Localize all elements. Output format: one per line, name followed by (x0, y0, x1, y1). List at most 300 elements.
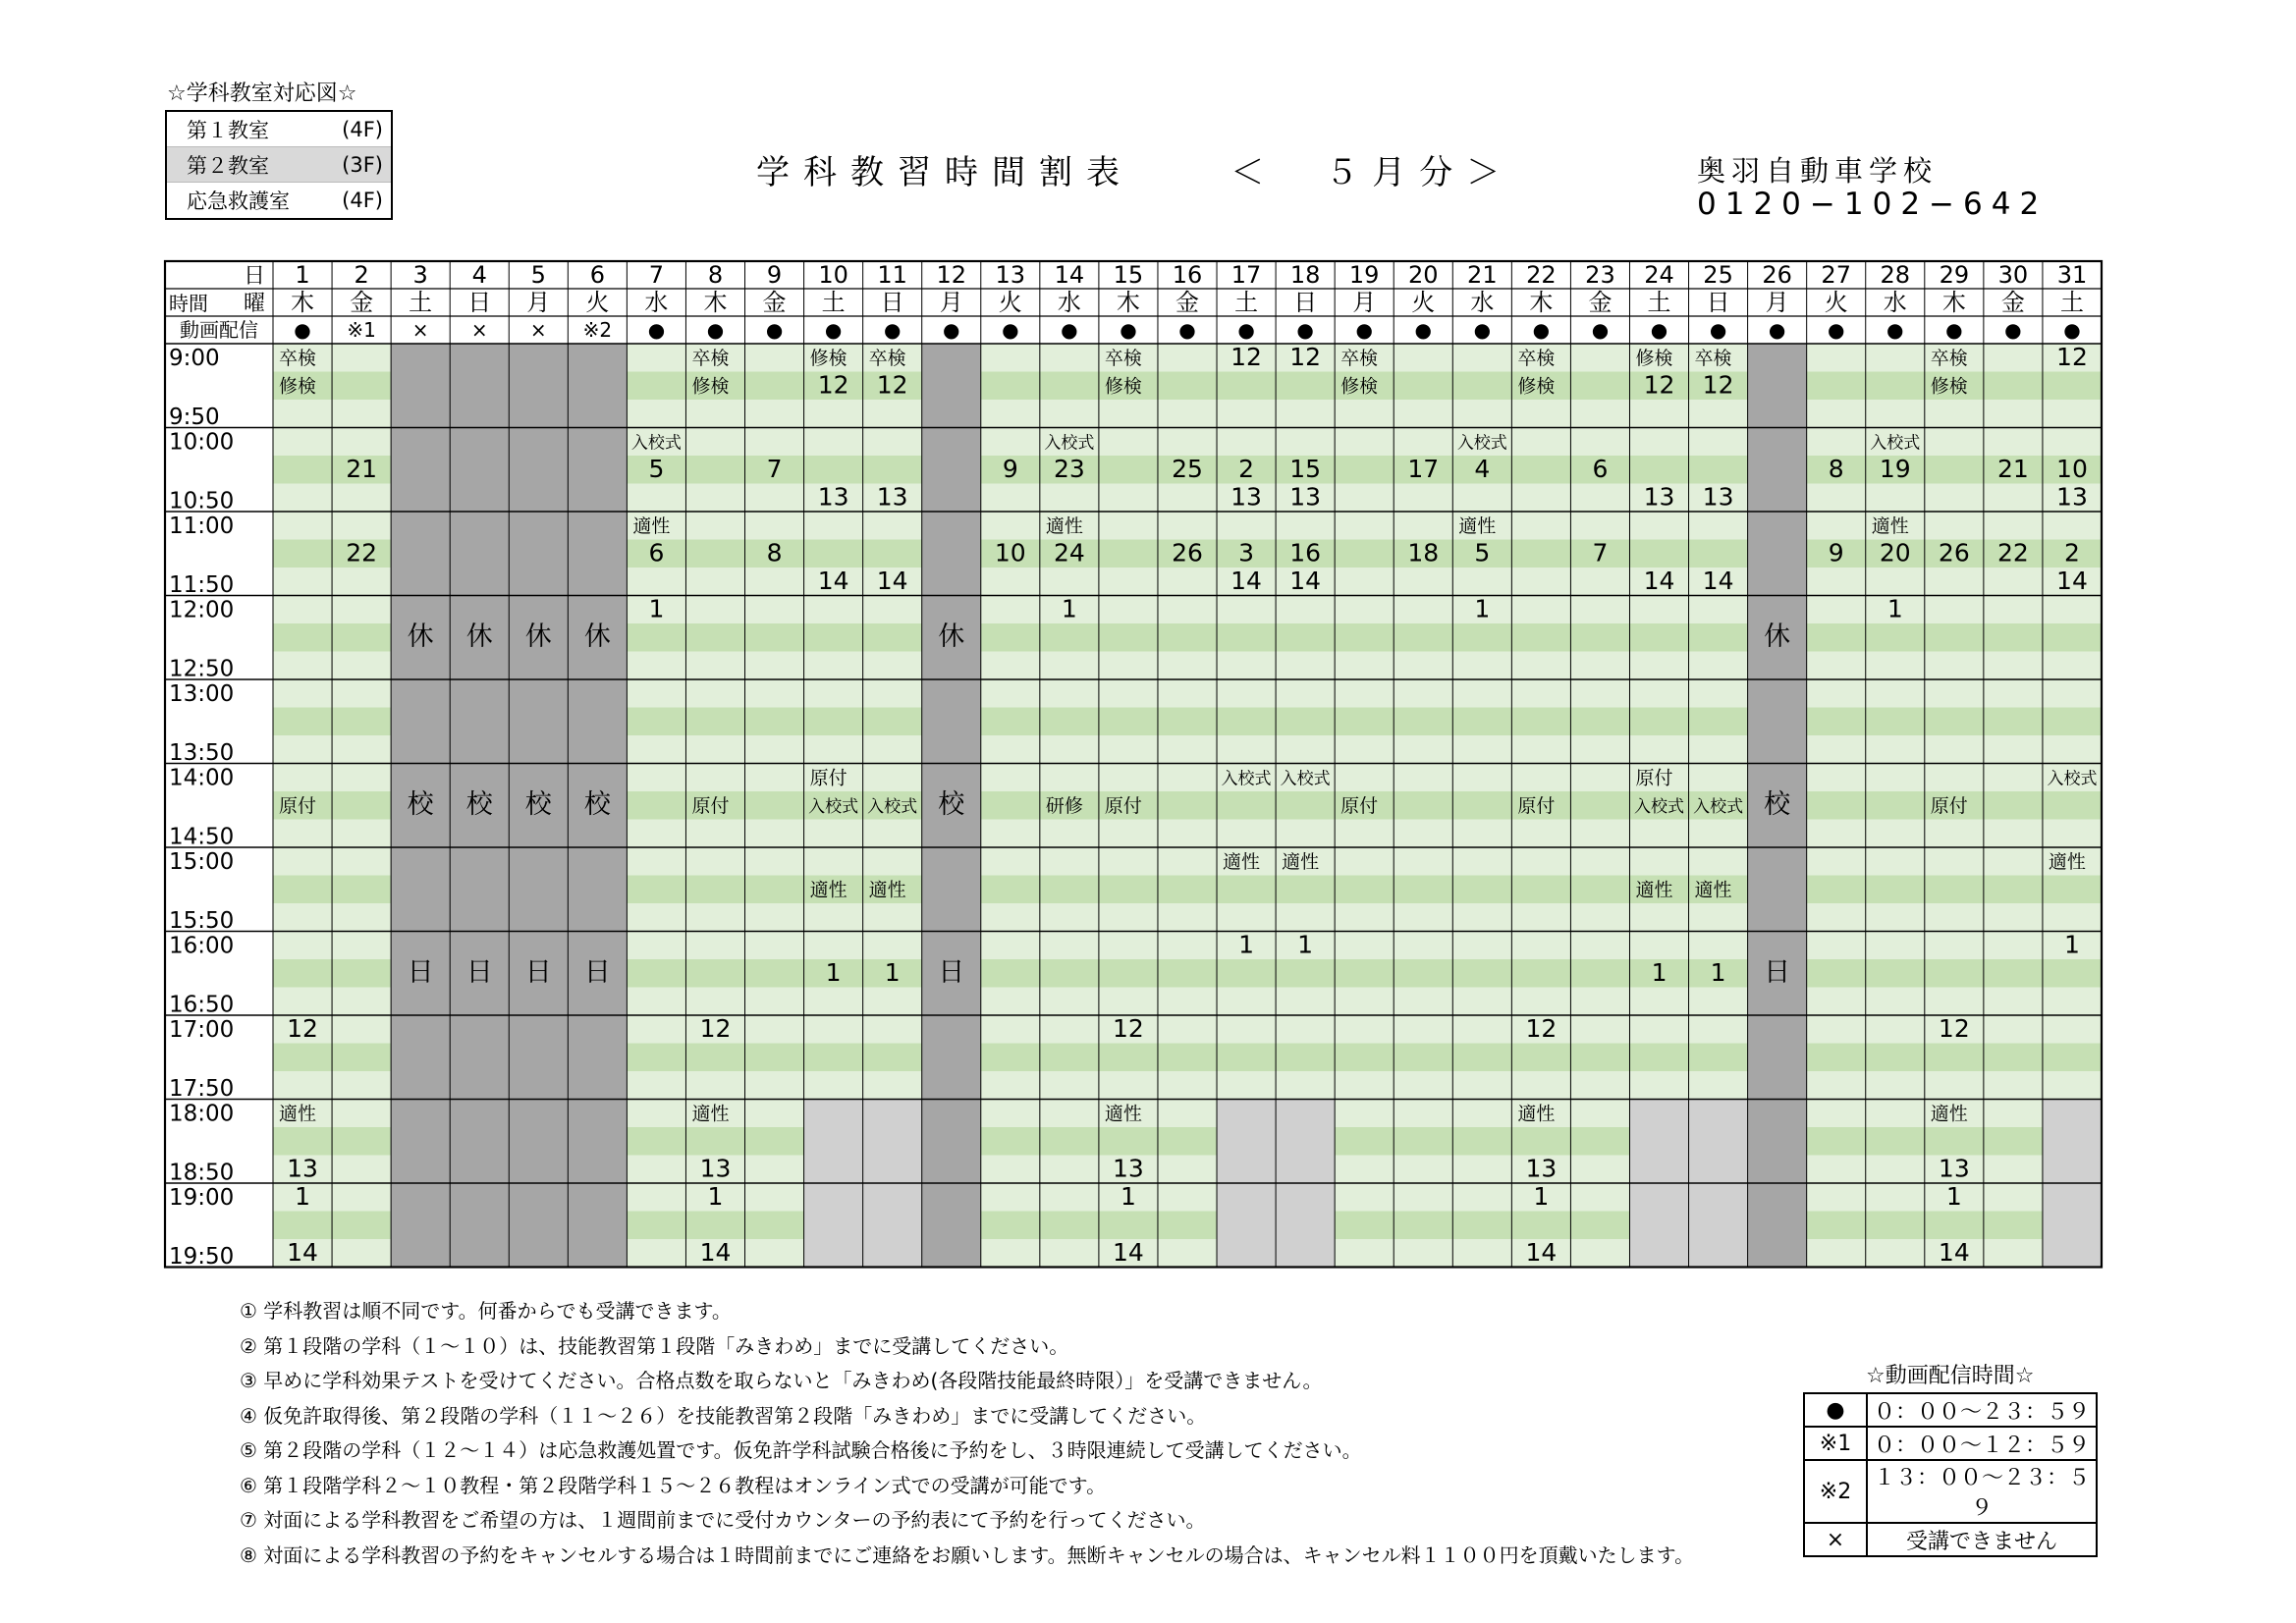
time-row-label: 時間 (169, 292, 208, 315)
class-entry: 7 (1592, 538, 1609, 568)
day-number: 9 (766, 261, 783, 289)
class-entry: 研修 (1045, 795, 1083, 817)
streaming-mark: ● (1002, 318, 1019, 342)
class-entry: 12 (1643, 370, 1675, 400)
streaming-mark: ● (1827, 318, 1845, 342)
class-entry: 21 (346, 455, 378, 483)
class-entry: 卒検 (1930, 348, 1968, 369)
weekday-label: 火 (585, 289, 610, 316)
day-number: 6 (589, 261, 605, 289)
streaming-mark: ● (1886, 318, 1904, 342)
weekday-label: 金 (1588, 289, 1613, 316)
period-start-time: 16:00 (169, 933, 235, 959)
day-number: 11 (877, 261, 907, 289)
holiday-label: 日 (524, 957, 552, 988)
streaming-mark: ● (1945, 318, 1963, 342)
class-entry: 適性 (1458, 515, 1497, 537)
day-number: 31 (2056, 261, 2088, 289)
class-entry: 1 (648, 594, 665, 623)
weekday-label: 水 (644, 289, 669, 316)
class-entry: 14 (876, 567, 908, 595)
class-entry: 入校式 (1280, 769, 1331, 789)
streaming-mark: ● (1296, 318, 1314, 342)
class-entry: 24 (1053, 538, 1085, 568)
day-number: 4 (471, 261, 487, 289)
streaming-mark: ● (294, 318, 311, 342)
day-number: 18 (1289, 261, 1321, 289)
streaming-mark: ● (1591, 318, 1610, 342)
period-end-time: 18:50 (169, 1160, 235, 1186)
class-entry: 適性 (2048, 851, 2086, 873)
class-entry: 卒検 (1340, 348, 1379, 369)
class-entry: 修検 (809, 348, 847, 369)
class-entry: 8 (1828, 455, 1844, 483)
class-entry: 14 (287, 1238, 318, 1267)
streaming-mark: ● (706, 318, 725, 342)
class-entry: 入校式 (2047, 769, 2098, 789)
streaming-mark: ● (1237, 318, 1255, 342)
class-entry: 10 (2056, 455, 2088, 483)
class-entry: 14 (1230, 567, 1262, 595)
holiday-label: 休 (465, 622, 493, 652)
period-start-time: 9:00 (169, 346, 220, 371)
class-entry: 10 (994, 538, 1026, 568)
class-entry: 18 (1407, 538, 1440, 568)
holiday-label: 休 (407, 622, 434, 652)
class-entry: 19 (1879, 455, 1911, 483)
class-entry: 入校式 (1456, 433, 1507, 454)
class-entry: 入校式 (1634, 797, 1685, 817)
weekday-label: 土 (1234, 289, 1259, 316)
weekday-row-label: 曜 (243, 292, 265, 316)
weekday-label: 木 (291, 289, 315, 316)
class-entry: 12 (1113, 1014, 1144, 1043)
streaming-mark: × (470, 318, 488, 342)
class-entry: 1 (1651, 958, 1667, 987)
period-end-time: 12:50 (169, 656, 235, 682)
day-number: 2 (354, 261, 369, 289)
period-start-time: 12:00 (169, 597, 235, 623)
day-number: 21 (1467, 261, 1498, 289)
class-entry: 17 (1407, 455, 1440, 483)
weekday-label: 水 (1470, 289, 1495, 316)
streaming-mark: ● (1532, 318, 1551, 342)
holiday-label: 校 (938, 789, 965, 820)
class-entry: 20 (1879, 538, 1911, 568)
class-entry: 原付 (1517, 795, 1556, 817)
streaming-mark: ● (1355, 318, 1373, 342)
room-floor: (4F) (342, 117, 383, 141)
class-entry: 適性 (1930, 1103, 1968, 1125)
class-entry: 1 (884, 958, 901, 987)
class-entry: 5 (648, 455, 665, 483)
class-entry: 入校式 (1870, 433, 1921, 454)
streaming-mark: ※1 (347, 318, 376, 342)
streaming-mark: ● (1061, 318, 1078, 342)
streaming-mark: ● (2063, 318, 2081, 342)
class-entry: 12 (1230, 343, 1262, 371)
class-entry: 原付 (1104, 795, 1142, 817)
class-entry: 入校式 (1221, 769, 1272, 789)
streaming-mark: × (411, 318, 429, 342)
class-entry: 13 (2056, 482, 2088, 512)
class-entry: 修検 (279, 375, 317, 398)
holiday-label: 休 (938, 622, 965, 652)
holiday-label: 日 (407, 957, 434, 988)
weekday-label: 火 (1411, 289, 1436, 316)
weekday-label: 日 (880, 289, 904, 316)
day-number: 28 (1880, 261, 1911, 289)
class-entry: 15 (1289, 455, 1322, 483)
class-entry: 適性 (809, 879, 847, 901)
room-name: 応急救護室 (187, 189, 290, 213)
class-entry: 13 (1643, 482, 1675, 512)
streaming-mark: ● (765, 318, 784, 342)
weekday-label: 木 (1529, 289, 1554, 316)
class-entry: 14 (1289, 567, 1322, 595)
streaming-row (1804, 1460, 2097, 1523)
weekday-label: 金 (1175, 289, 1199, 316)
class-entry: 適性 (691, 1103, 730, 1125)
period-end-time: 16:50 (169, 992, 235, 1018)
weekday-label: 土 (1647, 289, 1671, 316)
class-entry: 入校式 (1693, 797, 1744, 817)
school-phone: 0120−102−642 (1697, 187, 2049, 222)
streaming-mark: ● (1178, 318, 1196, 342)
weekday-label: 火 (998, 289, 1022, 316)
weekday-label: 日 (1706, 289, 1730, 316)
day-number: 23 (1585, 261, 1615, 289)
streaming-time: 受講できません (1867, 1523, 2097, 1556)
class-entry: 13 (1230, 482, 1262, 512)
class-entry: 適性 (279, 1103, 317, 1125)
streaming-mark: ● (824, 318, 843, 342)
weekday-label: 土 (409, 289, 433, 316)
holiday-label: 校 (1764, 789, 1791, 820)
class-entry: 13 (1525, 1154, 1558, 1183)
holiday-label: 休 (1764, 622, 1791, 652)
class-entry: 原付 (1635, 767, 1673, 789)
class-entry: 1 (825, 958, 842, 987)
streaming-mark: ● (647, 318, 666, 342)
class-entry: 1 (295, 1182, 310, 1211)
legend-title: ☆学科教室対応図☆ (167, 81, 357, 106)
class-entry: 25 (1172, 455, 1203, 483)
class-entry: 卒検 (1694, 348, 1732, 369)
class-entry: 8 (766, 538, 783, 568)
weekday-label: 金 (350, 289, 374, 316)
class-entry: 修検 (1340, 375, 1379, 398)
note-item: ⑥ 第１段階学科２～１０教程・第２段階学科１５～２６教程はオンライン式での受講が可能です。 (240, 1473, 1107, 1497)
streaming-row (1804, 1427, 2097, 1460)
class-entry: 12 (699, 1014, 732, 1043)
day-number: 17 (1230, 261, 1262, 289)
period-start-time: 18:00 (169, 1101, 235, 1127)
period-end-time: 10:50 (169, 488, 235, 514)
day-number: 25 (1703, 261, 1733, 289)
streaming-mark: ● (943, 318, 960, 342)
room-name: 第１教室 (187, 118, 269, 142)
streaming-time: １３：００～２３：５９ (1867, 1460, 2097, 1523)
class-entry: 14 (2056, 567, 2088, 595)
class-entry: 5 (1474, 538, 1491, 568)
streaming-mark: ● (1650, 318, 1668, 342)
class-entry: 2 (2064, 538, 2080, 568)
weekday-label: 木 (1941, 289, 1966, 316)
holiday-label: 日 (938, 957, 965, 988)
day-number: 10 (818, 261, 848, 289)
class-entry: 1 (1886, 594, 1903, 623)
class-entry: 1 (1238, 930, 1255, 959)
class-entry: 13 (1702, 482, 1734, 512)
period-end-time: 19:50 (169, 1244, 235, 1270)
day-number: 13 (995, 261, 1026, 289)
class-entry: 2 (1238, 455, 1255, 483)
class-entry: 12 (1938, 1014, 1970, 1043)
streaming-mark: ● (1709, 318, 1727, 342)
note-item: ⑤ 第２段階の学科（１２～１４）は応急救護処置です。仮免許学科試験合格後に予約をし、３時限連続して受講してください。 (240, 1438, 1362, 1462)
class-entry: 1 (1061, 594, 1077, 623)
holiday-label: 校 (465, 789, 493, 820)
holiday-label: 校 (407, 789, 434, 820)
streaming-row (1804, 1523, 2097, 1556)
note-item: ① 学科教習は順不同です。何番からでも受講できます。 (240, 1299, 732, 1323)
weekday-label: 日 (1293, 289, 1318, 316)
room-name: 第２教室 (187, 153, 269, 178)
class-entry: 13 (876, 482, 908, 512)
class-entry: 6 (648, 538, 665, 568)
title-text: 学科教習時間割表 (756, 153, 1133, 192)
weekday-label: 月 (1765, 289, 1789, 316)
period-start-time: 13:00 (169, 681, 235, 707)
holiday-label: 校 (583, 789, 611, 820)
class-entry: 13 (287, 1154, 318, 1183)
period-start-time: 15:00 (169, 849, 235, 875)
streaming-time: ０：００～１２：５９ (1867, 1427, 2097, 1460)
class-entry: 入校式 (1044, 433, 1095, 454)
day-number: 15 (1113, 261, 1144, 289)
weekday-label: 金 (2000, 289, 2025, 316)
weekday-label: 木 (1116, 289, 1140, 316)
class-entry: 卒検 (1517, 348, 1556, 369)
day-number: 27 (1821, 261, 1851, 289)
day-number: 22 (1526, 261, 1557, 289)
streaming-times-title: ☆動画配信時間☆ (1866, 1364, 2035, 1388)
streaming-mark: ● (1473, 318, 1492, 342)
period-end-time: 17:50 (169, 1076, 235, 1102)
class-entry: 13 (817, 482, 849, 512)
streaming-mark: ※1 (1804, 1427, 1867, 1460)
period-start-time: 14:00 (169, 765, 235, 791)
streaming-mark: ● (883, 318, 902, 342)
class-entry: 修検 (1517, 375, 1556, 398)
holiday-label: 日 (465, 957, 493, 988)
weekday-label: 土 (821, 289, 846, 316)
class-entry: 卒検 (868, 348, 906, 369)
class-entry: 12 (1702, 370, 1734, 400)
class-entry: 26 (1938, 538, 1970, 568)
class-entry: 卒検 (279, 348, 317, 369)
class-entry: 適性 (1517, 1103, 1556, 1125)
period-start-time: 17:00 (169, 1017, 235, 1043)
class-entry: 適性 (1871, 515, 1909, 537)
class-entry: 22 (1996, 538, 2029, 568)
class-entry: 1 (1945, 1182, 1962, 1211)
class-entry: 修検 (1635, 348, 1673, 369)
class-entry: 1 (707, 1182, 724, 1211)
class-entry: 13 (1289, 482, 1322, 512)
period-start-time: 11:00 (169, 514, 235, 539)
day-number: 14 (1054, 261, 1085, 289)
class-entry: 3 (1238, 538, 1255, 568)
day-number: 5 (530, 261, 546, 289)
room-floor: (4F) (342, 189, 383, 212)
class-entry: 入校式 (808, 797, 859, 817)
class-entry: 21 (1996, 455, 2029, 483)
period-end-time: 15:50 (169, 908, 235, 934)
class-entry: 9 (1002, 455, 1018, 483)
class-entry: 12 (287, 1014, 318, 1043)
note-item: ⑧ 対面による学科教習の予約をキャンセルする場合は１時間前までにご連絡をお願いします。無断キャンセルの場合は、キャンセル料１１００円を頂戴いたします。 (240, 1542, 1695, 1567)
period-end-time: 13:50 (169, 740, 235, 766)
holiday-label: 休 (524, 622, 552, 652)
note-item: ③ 早めに学科効果テストを受けてください。合格点数を取らないと「みきわめ(各段階技能最終時限）」を受講できません。 (240, 1369, 1323, 1392)
class-entry: 入校式 (867, 797, 918, 817)
streaming-mark: ● (2004, 318, 2022, 342)
streaming-time: ０：００～２３：５９ (1867, 1393, 2097, 1427)
streaming-mark: × (529, 318, 547, 342)
period-end-time: 11:50 (169, 572, 235, 598)
class-entry: 14 (817, 567, 849, 595)
class-entry: 適性 (632, 515, 671, 537)
weekday-label: 月 (1352, 289, 1377, 316)
period-end-time: 9:50 (169, 405, 220, 430)
notes (240, 1294, 1694, 1573)
class-entry: 12 (876, 370, 908, 400)
weekday-label: 水 (1883, 289, 1907, 316)
weekday-label: 日 (467, 289, 492, 316)
class-entry: 卒検 (691, 348, 730, 369)
streaming-mark: ● (1768, 318, 1786, 342)
class-entry: 14 (1113, 1238, 1144, 1267)
class-entry: 原付 (1930, 795, 1968, 817)
period-start-time: 10:00 (169, 429, 235, 456)
class-entry: 適性 (1635, 879, 1673, 901)
class-entry: 修検 (1930, 375, 1968, 398)
holiday-label: 日 (1764, 957, 1791, 988)
class-entry: 1 (1533, 1182, 1550, 1211)
day-number: 7 (648, 261, 665, 289)
class-entry: 22 (346, 538, 378, 568)
class-entry: 4 (1474, 455, 1491, 483)
day-number: 30 (1997, 261, 2029, 289)
class-entry: 適性 (1045, 515, 1083, 537)
class-entry: 12 (817, 370, 849, 400)
weekday-label: 水 (1057, 289, 1081, 316)
class-entry: 6 (1592, 455, 1609, 483)
note-item: ② 第１段階の学科（１～１０）は、技能教習第１段階「みきわめ」までに受講してください。 (240, 1333, 1069, 1358)
streaming-mark: × (1804, 1523, 1867, 1556)
class-entry: 原付 (809, 767, 847, 789)
weekday-label: 木 (703, 289, 728, 316)
class-entry: 1 (1120, 1182, 1136, 1211)
class-entry: 12 (2056, 343, 2088, 371)
class-entry: 入校式 (630, 433, 682, 454)
class-entry: 26 (1172, 538, 1203, 568)
weekday-label: 月 (526, 289, 551, 316)
class-entry: 修検 (1104, 375, 1142, 398)
class-entry: 適性 (1694, 879, 1732, 901)
title-month: ＜ ５月分＞ (1230, 153, 1514, 192)
class-entry: 修検 (691, 375, 730, 398)
weekday-label: 火 (1824, 289, 1848, 316)
class-entry: 適性 (1104, 1103, 1142, 1125)
class-entry: 7 (766, 455, 783, 483)
streaming-mark: ● (1120, 318, 1137, 342)
day-number: 19 (1348, 261, 1380, 289)
streaming-mark: ※2 (1804, 1460, 1867, 1523)
holiday-label: 日 (583, 957, 611, 988)
class-entry: 14 (1702, 567, 1734, 595)
class-entry: 12 (1525, 1014, 1558, 1043)
period-start-time: 19:00 (169, 1185, 235, 1211)
streaming-mark: ● (1414, 318, 1432, 342)
streaming-mark: ※2 (582, 318, 613, 342)
class-entry: 14 (1938, 1238, 1970, 1267)
class-entry: 12 (1289, 343, 1322, 371)
class-entry: 23 (1053, 455, 1085, 483)
class-entry: 適性 (868, 879, 906, 901)
note-item: ⑦ 対面による学科教習をご希望の方は、１週間前までに受付カウンターの予約表にて予約を行ってください。 (240, 1508, 1206, 1532)
class-entry: 13 (1113, 1154, 1144, 1183)
weekday-label: 月 (939, 289, 963, 316)
day-number: 26 (1762, 261, 1792, 289)
holiday-label: 休 (583, 622, 611, 652)
streaming-times-table (1803, 1392, 2098, 1557)
note-item: ④ 仮免許取得後、第２段階の学科（１１～２６）を技能教習第２段階「みきわめ」までに受講してください。 (240, 1403, 1207, 1428)
school-name: 奥羽自動車学校 (1697, 154, 1939, 188)
streaming-mark: ● (1804, 1393, 1867, 1427)
weekday-label: 金 (762, 289, 787, 316)
day-number: 16 (1172, 261, 1203, 289)
class-entry: 原付 (691, 795, 730, 817)
streaming-row-label: 動画配信 (180, 318, 258, 342)
class-entry: 13 (1938, 1154, 1970, 1183)
class-entry: 原付 (1340, 795, 1379, 817)
class-entry: 14 (699, 1238, 732, 1267)
class-entry: 適性 (1282, 851, 1320, 873)
class-entry: 適性 (1223, 851, 1261, 873)
class-entry: 1 (1474, 594, 1491, 623)
class-entry: 16 (1289, 538, 1322, 568)
class-entry: 14 (1525, 1238, 1558, 1267)
class-entry: 1 (1710, 958, 1726, 987)
class-entry: 1 (2064, 930, 2080, 959)
period-end-time: 14:50 (169, 824, 235, 850)
class-entry: 9 (1828, 538, 1844, 568)
room-floor: (3F) (342, 152, 383, 177)
day-number: 29 (1939, 261, 1970, 289)
class-entry: 13 (699, 1154, 732, 1183)
day-row-label: 日 (243, 264, 265, 289)
class-entry: 14 (1643, 567, 1675, 595)
holiday-label: 校 (524, 789, 552, 820)
day-number: 24 (1644, 261, 1674, 289)
class-entry: 原付 (279, 795, 317, 817)
day-number: 1 (295, 261, 310, 289)
day-number: 3 (412, 261, 428, 289)
day-number: 20 (1407, 261, 1439, 289)
